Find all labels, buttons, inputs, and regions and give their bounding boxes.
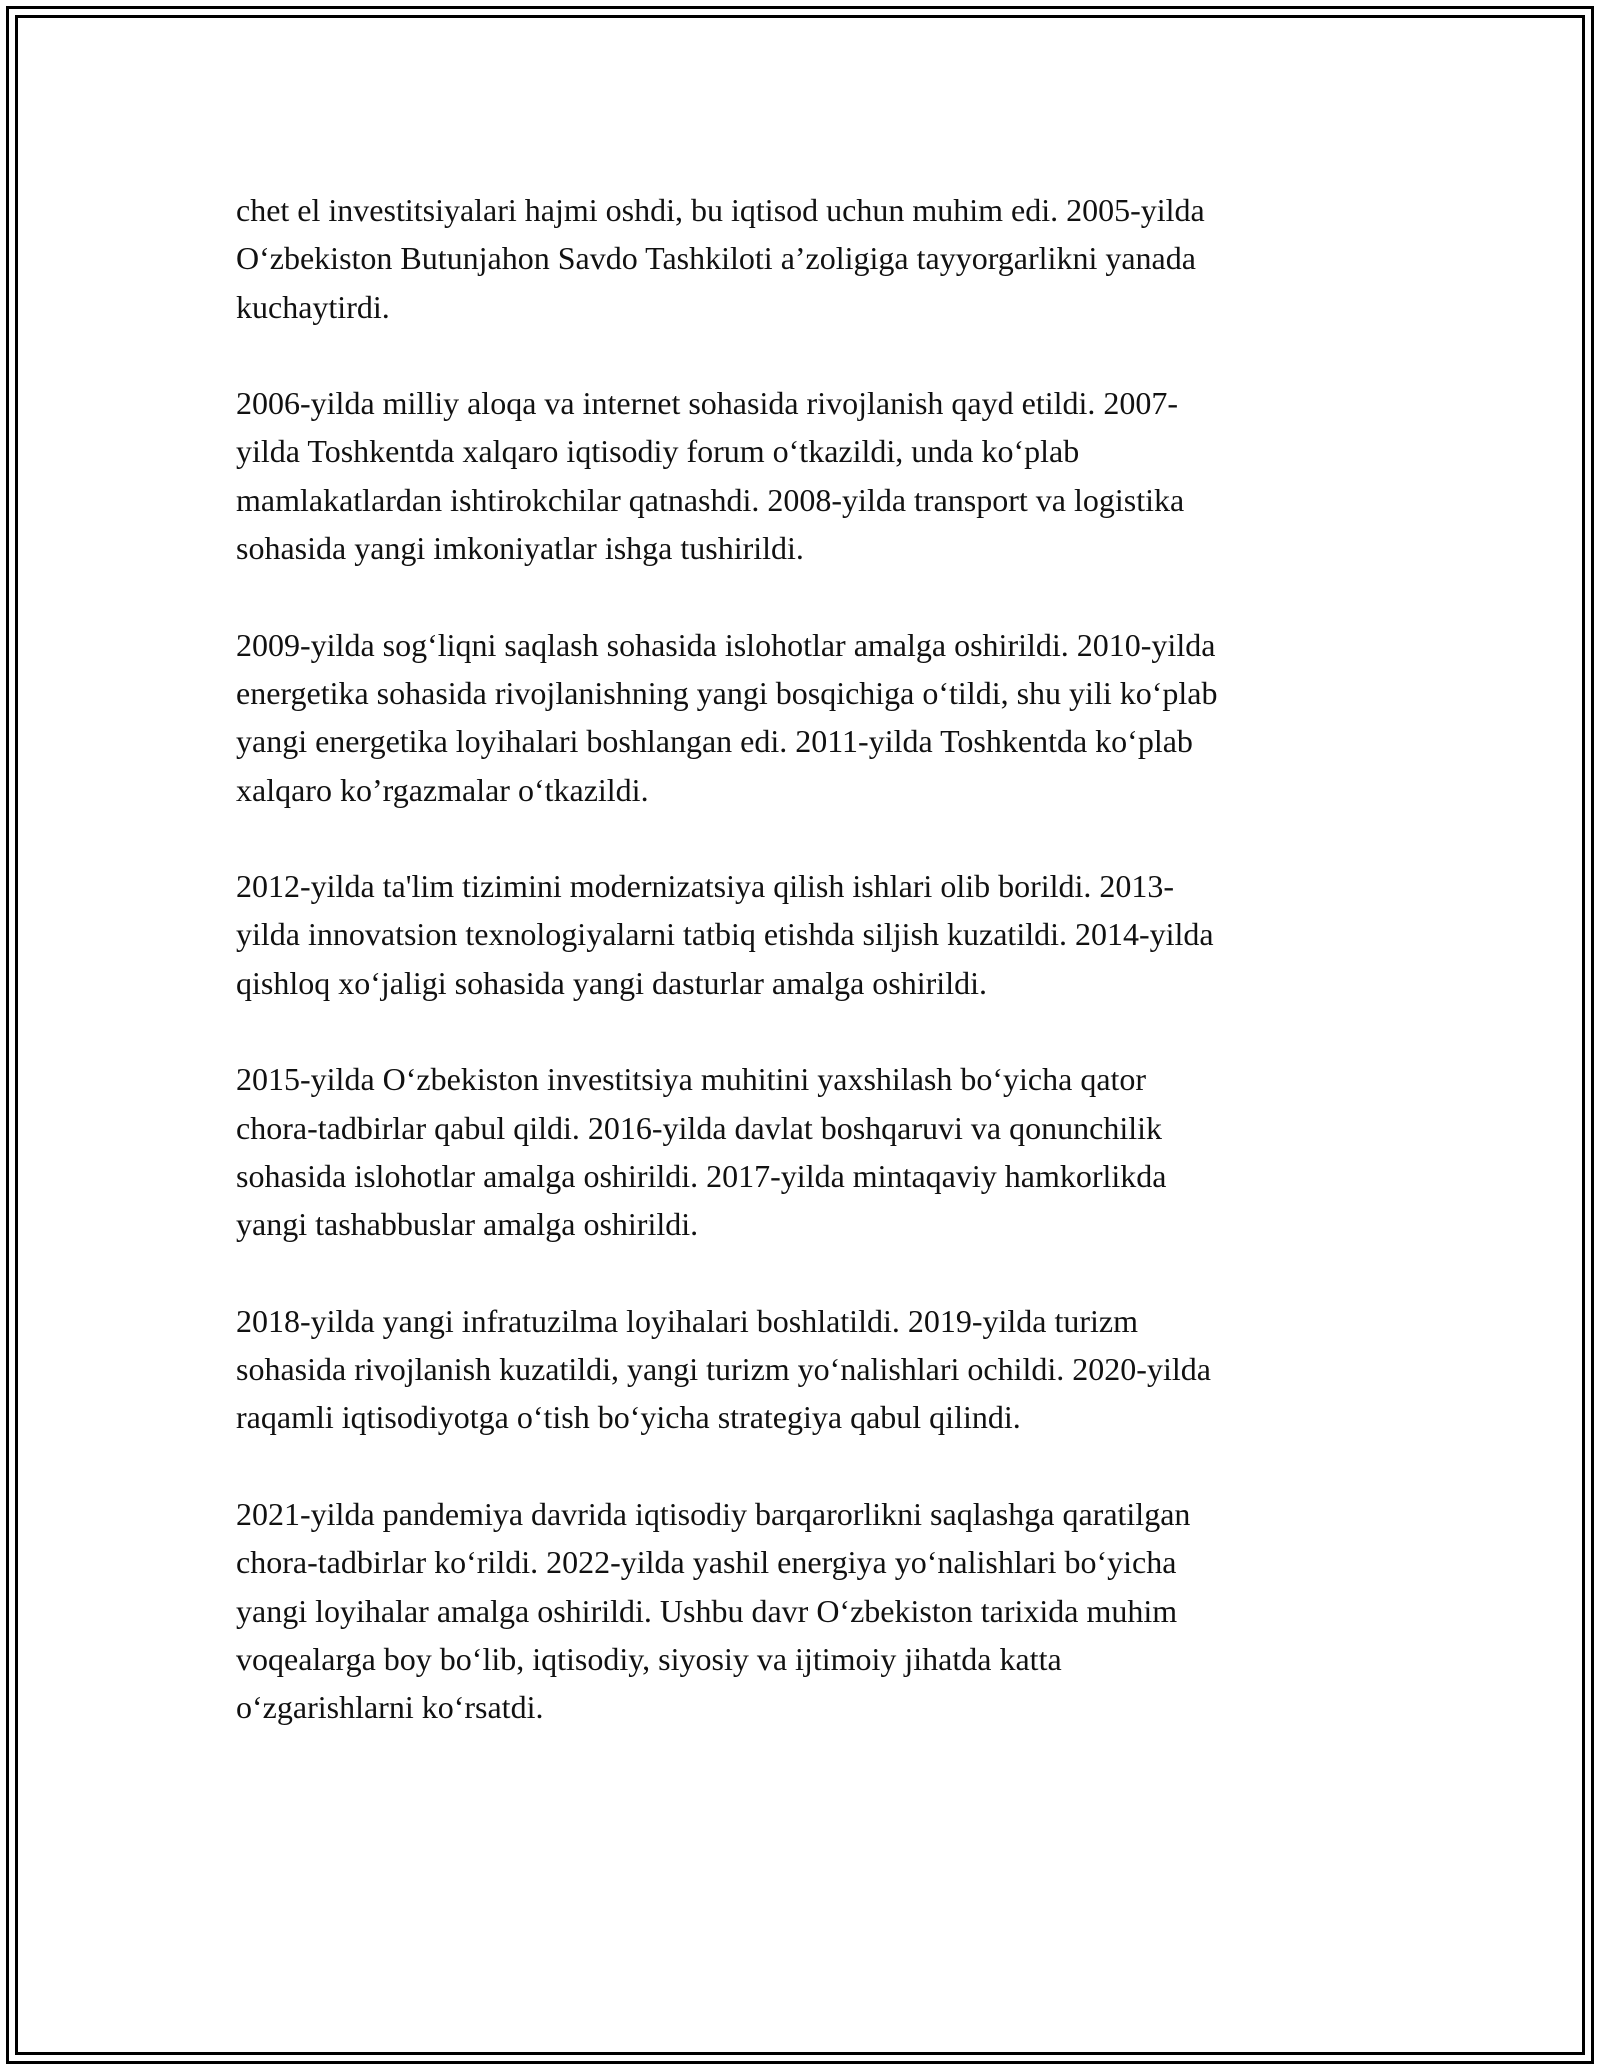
paragraph-2012-2014: 2012-yilda ta'lim tizimini modernizatsiya qilish ishlari olib borildi. 2013- yilda innovatsion texnologiyalarni tatbiq etishda siljish kuzatildi. 2014-yilda qishloq xo‘jaligi sohasida yangi dasturlar amalga oshirildi. bbox=[236, 868, 1214, 1001]
document-body bbox=[236, 186, 1366, 1780]
paragraph-2006-2008: 2006-yilda milliy aloqa va internet sohasida rivojlanish qayd etildi. 2007- yilda Toshkentda xalqaro iqtisodiy forum o‘tkazildi, unda ko‘plab mamlakatlardan ishtirokchilar qatnashdi. 2008-yilda transport va logistika sohasida yangi imkoniyatlar ishga tushirildi. bbox=[236, 385, 1185, 567]
paragraph-2005: chet el investitsiyalari hajmi oshdi, bu iqtisod uchun muhim edi. 2005-yilda O‘zbekiston Butunjahon Savdo Tashkiloti a’zoligiga tayyorgarlikni yanada kuchaytirdi. bbox=[236, 192, 1205, 325]
paragraph-2018-2020: 2018-yilda yangi infratuzilma loyihalari boshlatildi. 2019-yilda turizm sohasida rivojlanish kuzatildi, yangi turizm yo‘nalishlari ochildi. 2020-yilda raqamli iqtisodiyotga o‘tish bo‘yicha strategiya qabul qilindi. bbox=[236, 1302, 1211, 1436]
paragraph-2015-2017: 2015-yilda O‘zbekiston investitsiya muhitini yaxshilash bo‘yicha qator chora-tadbirlar qabul qildi. 2016-yilda davlat boshqaruvi va qonunchilik sohasida islohotlar amalga oshirildi. 2017-yilda mintaqaviy hamkorlikda yangi tashabbuslar amalga oshirildi. bbox=[236, 1061, 1167, 1243]
paragraph-2009-2011: 2009-yilda sog‘liqni saqlash sohasida islohotlar amalga oshirildi. 2010-yilda energetika sohasida rivojlanishning yangi bosqichiga o‘tildi, shu yili ko‘plab yangi energetika loyihalari boshlangan edi. 2011-yilda Toshkentda ko‘plab xalqaro ko’rgazmalar o‘tkazildi. bbox=[236, 626, 1218, 808]
paragraph-2021-2022: 2021-yilda pandemiya davrida iqtisodiy barqarorlikni saqlashga qaratilgan chora-tadbirlar ko‘rildi. 2022-yilda yashil energiya yo‘nalishlari bo‘yicha yangi loyihalar amalga oshirildi. Ushbu davr O‘zbekiston tarixida muhim voqealarga boy bo‘lib, iqtisodiy, siyosiy va ijtimoiy jihatda katta o‘zgarishlarni ko‘rsatdi. bbox=[236, 1496, 1191, 1726]
